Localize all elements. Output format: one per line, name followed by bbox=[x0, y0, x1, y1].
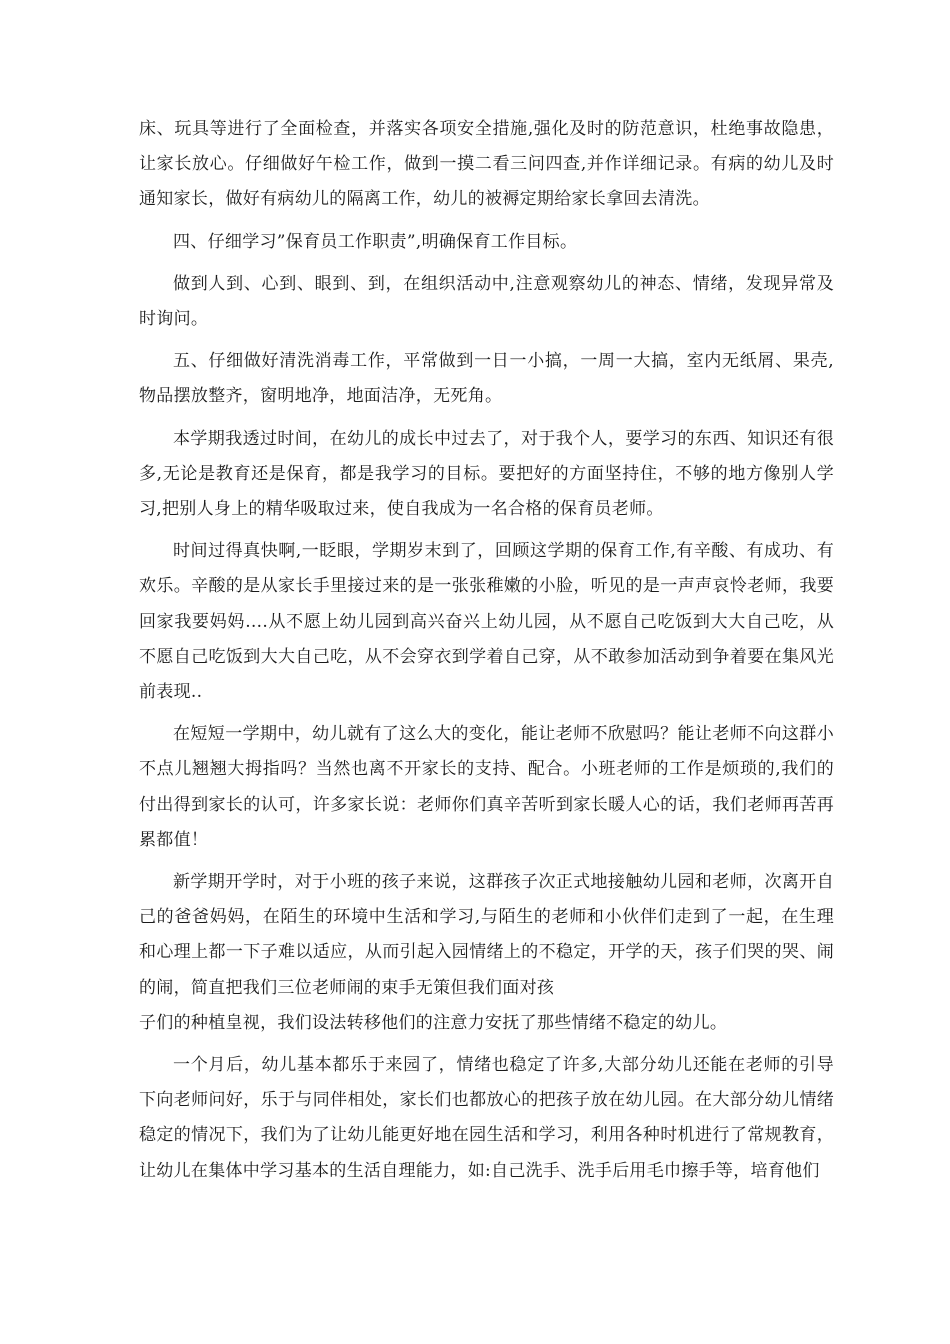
paragraph-9: 子们的种植皇视，我们设法转移他们的注意力安抚了那些情绪不稳定的幼儿。 bbox=[139, 1012, 728, 1033]
paragraph-5: 本学期我透过时间，在幼儿的成长中过去了，对于我个人，要学习的东西、知识还有很多,无论是教育还是保育，都是我学习的目标。要把好的方面坚持住，不够的地方像别人学习,把别人身上的精华吸取过来，使自我成为一名合格的保育员老师。 bbox=[139, 428, 834, 520]
paragraph-4: 五、仔细做好清洗消毒工作，平常做到一日一小搞，一周一大搞，室内无纸屑、果壳,物品摆放整齐，窗明地净，地面洁净，无死角。 bbox=[139, 351, 834, 407]
paragraph-6: 时间过得真快啊,一眨眼，学期岁末到了，回顾这学期的保育工作,有辛酸、有成功、有欢乐。辛酸的是从家长手里接过来的是一张张稚嫩的小脸，听见的是一声声哀怜老师，我要回家我要妈妈….从不愿上幼儿园到高兴奋兴上幼儿园，从不愿自己吃饭到大大自己吃，从不愿自己吃饭到大大自己吃，从不会穿衣到学着自己穿，从不敢参加活动到争着要在集风光前表现.. bbox=[139, 541, 834, 703]
paragraph-2: 四、仔细学习”保育员工作职责”,明确保育工作目标。 bbox=[173, 231, 578, 252]
paragraph-10: 一个月后，幼儿基本都乐于来园了，情绪也稳定了许多,大部分幼儿还能在老师的引导下向老师问好，乐于与同伴相处，家长们也都放心的把孩子放在幼儿园。在大部分幼儿情绪稳定的情况下，我们为了让幼儿能更好地在园生活和学习，利用各种时机进行了常规教育，让幼儿在集体中学习基本的生活自理能力，如:自己洗手、洗手后用毛巾擦手等，培育他们 bbox=[139, 1055, 834, 1181]
document-body bbox=[139, 112, 834, 1196]
paragraph-7: 在短短一学期中，幼儿就有了这么大的变化，能让老师不欣慰吗？能让老师不向这群小不点儿翘翘大拇指吗？当然也离不开家长的支持、配合。小班老师的工作是烦琐的,我们的付出得到家长的认可，许多家长说：老师你们真辛苦听到家长暖人心的话，我们老师再苦再累都值！ bbox=[139, 724, 834, 850]
paragraph-8: 新学期开学时，对于小班的孩子来说，这群孩子次正式地接触幼儿园和老师，次离开自己的爸爸妈妈，在陌生的环境中生活和学习,与陌生的老师和小伙伴们走到了一起，在生理和心理上都一下子难以适应，从而引起入园情绪上的不稳定，开学的天，孩子们哭的哭、闹的闹，简直把我们三位老师闹的束手无策但我们面对孩 bbox=[139, 872, 834, 998]
paragraph-3: 做到人到、心到、眼到、到，在组织活动中,注意观察幼儿的神态、情绪，发现异常及时询问。 bbox=[139, 273, 834, 330]
paragraph-1: 床、玩具等进行了全面检查，并落实各项安全措施,强化及时的防范意识，杜绝事故隐患，让家长放心。仔细做好午检工作，做到一摸二看三问四查,并作详细记录。有病的幼儿及时通知家长，做好有病幼儿的隔离工作，幼儿的被褥定期给家长拿回去清洗。 bbox=[139, 119, 834, 210]
